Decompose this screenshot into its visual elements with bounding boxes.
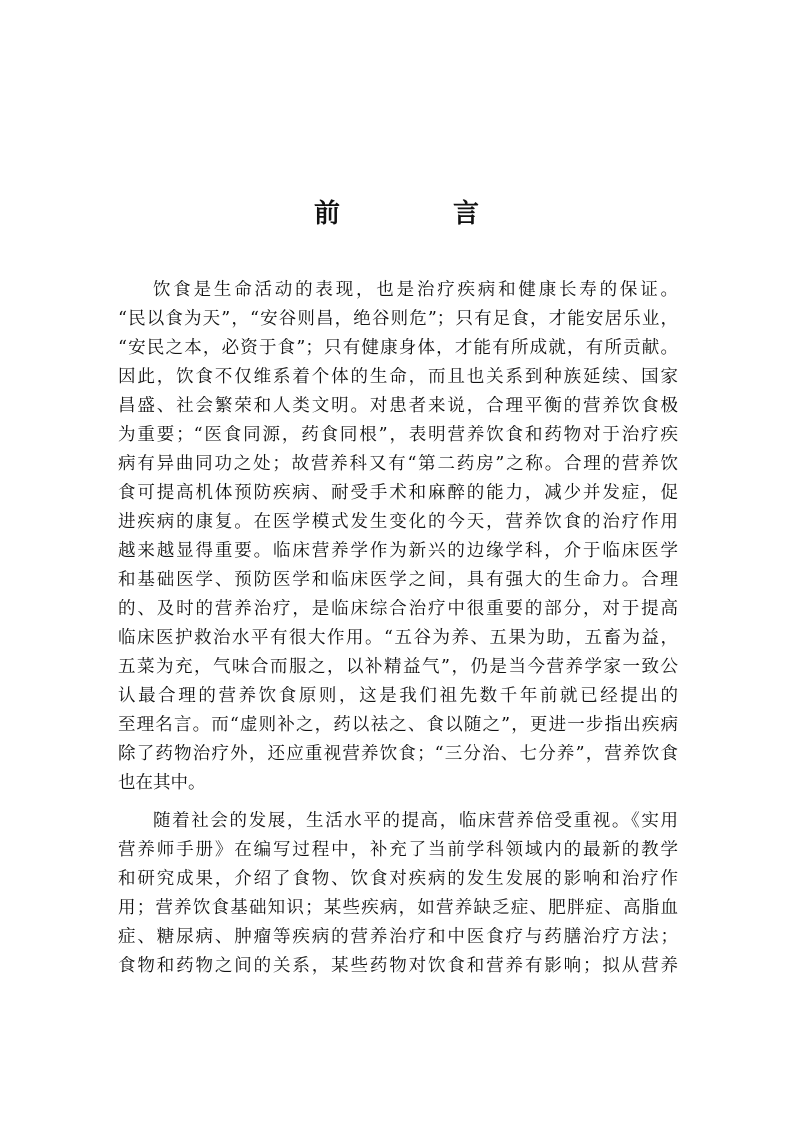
- text-line: 为重要；“医食同源，药食同根”，表明营养饮食和药物对于治疗疾: [118, 425, 678, 445]
- text-line: 五菜为充，气味合而服之，以补精益气”，仍是当今营养学家一致公: [118, 657, 678, 677]
- paragraph-spacer: [118, 798, 678, 807]
- text-line: 病有异曲同功之处；故营养科又有“第二药房”之称。合理的营养饮: [118, 454, 678, 474]
- text-line: 症、糖尿病、肿瘤等疾病的营养治疗和中医食疗与药膳治疗方法；: [118, 927, 678, 947]
- text-line: 用；营养饮食基础知识；某些疾病，如营养缺乏症、肥胖症、高脂血: [118, 898, 678, 918]
- text-line: 和基础医学、预防医学和临床医学之间，具有强大的生命力。合理: [118, 570, 678, 590]
- text-line: “民以食为天”，“安谷则昌，绝谷则危”；只有足食，才能安居乐业，: [118, 309, 678, 329]
- text-line: 食可提高机体预防疾病、耐受手术和麻醉的能力，减少并发症，促: [118, 483, 678, 503]
- text-line: 食物和药物之间的关系，某些药物对饮食和营养有影响；拟从营养: [118, 956, 678, 976]
- text-line: 认最合理的营养饮食原则，这是我们祖先数千年前就已经提出的: [118, 686, 678, 706]
- text-line: “安民之本，必资于食”；只有健康身体，才能有所成就，有所贡献。: [118, 338, 678, 358]
- text-line: 越来越显得重要。临床营养学作为新兴的边缘学科，介于临床医学: [118, 541, 678, 561]
- text-line: 临床医护救治水平有很大作用。“五谷为养、五果为助，五畜为益，: [118, 628, 678, 648]
- text-line: 随着社会的发展，生活水平的提高，临床营养倍受重视。《实用: [153, 811, 678, 831]
- page-title: 前 言: [313, 199, 532, 229]
- text-line: 至理名言。而“虚则补之，药以祛之、食以随之”，更进一步指出疾病: [118, 715, 678, 735]
- text-line: 因此，饮食不仅维系着个体的生命，而且也关系到种族延续、国家: [118, 367, 678, 387]
- text-line: 进疾病的康复。在医学模式发生变化的今天，营养饮食的治疗作用: [118, 512, 678, 532]
- preface-body: [118, 276, 678, 981]
- text-line: 的、及时的营养治疗，是临床综合治疗中很重要的部分，对于提高: [118, 599, 678, 619]
- text-line: 营养师手册》在编写过程中，补充了当前学科领域内的最新的教学: [118, 840, 678, 860]
- text-line: 昌盛、社会繁荣和人类文明。对患者来说，合理平衡的营养饮食极: [118, 396, 678, 416]
- text-line: 除了药物治疗外，还应重视营养饮食；“三分治、七分养”，营养饮食: [118, 744, 678, 764]
- paragraph-1: [118, 276, 678, 798]
- text-line: 饮食是生命活动的表现，也是治疗疾病和健康长寿的保证。: [153, 280, 678, 300]
- text-line: 也在其中。: [118, 773, 206, 793]
- paragraph-2: [118, 807, 678, 981]
- text-line: 和研究成果，介绍了食物、饮食对疾病的发生发展的影响和治疗作: [118, 869, 678, 889]
